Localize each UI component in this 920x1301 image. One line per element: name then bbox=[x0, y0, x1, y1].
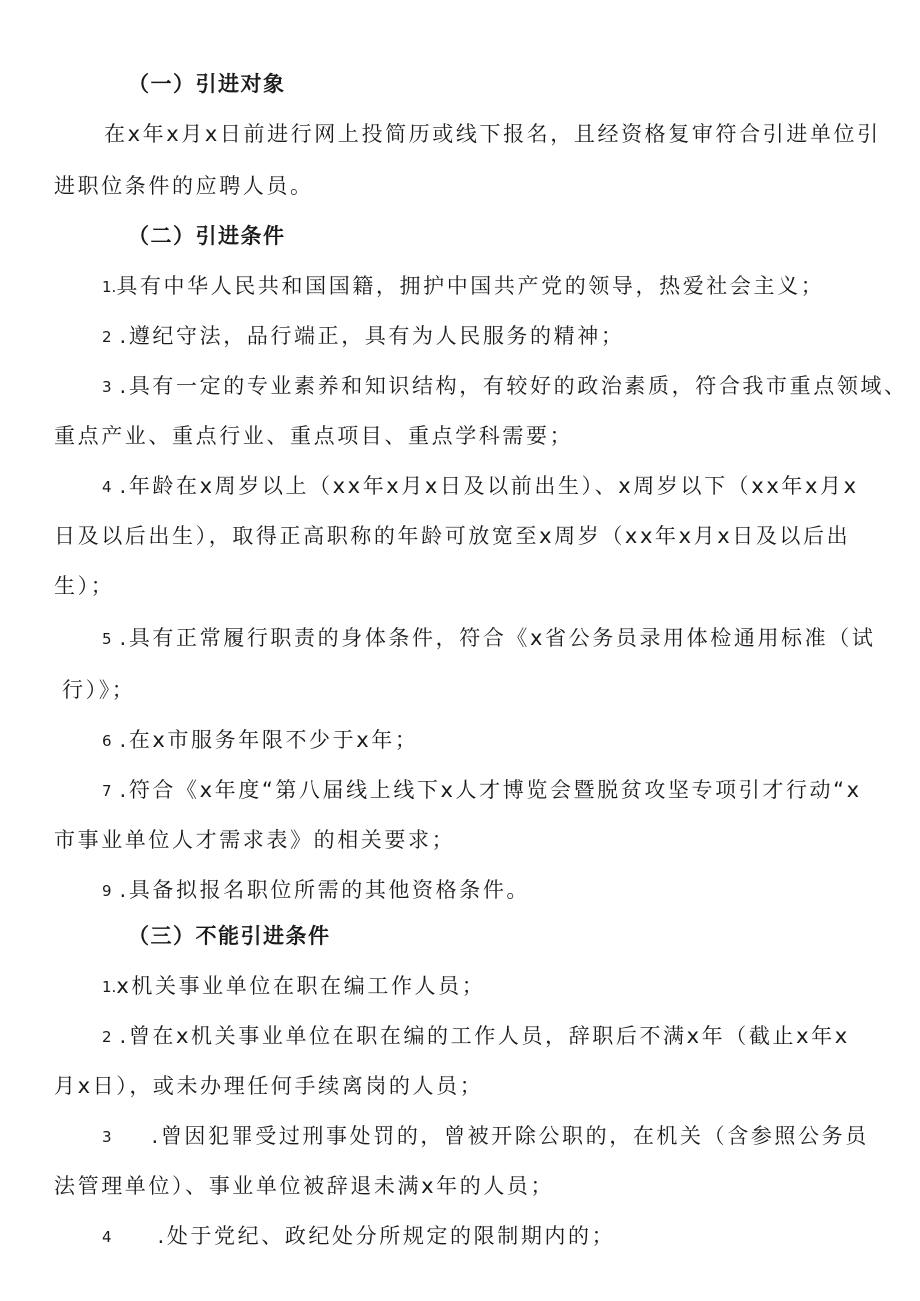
list-item bbox=[102, 726, 418, 755]
section-heading: （一）引进对象 bbox=[128, 72, 286, 96]
list-item-text: .遵纪守法，品行端正，具有为人民服务的精神； bbox=[119, 324, 625, 348]
list-item-text: .具有一定的专业素养和知识结构，有较好的政治素质，符合我市重点领域、 bbox=[119, 374, 908, 398]
list-item-number: 4 bbox=[102, 478, 112, 496]
list-item-text: .符合《x年度“第八届线上线下x人才博览会暨脱贫攻坚专项引才行动“x bbox=[119, 778, 862, 802]
list-item-text: 具有中华人民共和国国籍，拥护中国共产党的领导，热爱社会主义； bbox=[116, 274, 825, 298]
paragraph-line: 生）； bbox=[54, 574, 115, 598]
list-item-number: 9 bbox=[102, 882, 112, 900]
list-item bbox=[102, 322, 624, 351]
section-heading: （二）引进条件 bbox=[128, 224, 286, 248]
list-item-number: 6 bbox=[102, 732, 112, 750]
list-item-text: .曾因犯罪受过刑事处罚的，曾被开除公职的，在机关（含参照公务员 bbox=[151, 1124, 869, 1148]
list-item-text: .年龄在x周岁以上（xx年x月x日及以前出生）、x周岁以下（xx年x月x bbox=[119, 474, 859, 498]
list-item bbox=[102, 972, 485, 1001]
paragraph-line: 在x年x月x日前进行网上投简历或线下报名，且经资格复审符合引进单位引 bbox=[104, 122, 881, 146]
list-item-text: .在x市服务年限不少于x年； bbox=[119, 728, 419, 752]
list-item bbox=[102, 624, 875, 653]
list-item bbox=[102, 776, 862, 805]
list-item bbox=[102, 876, 530, 905]
list-item-number: 5 bbox=[102, 630, 112, 648]
paragraph-line: 重点产业、重点行业、重点项目、重点学科需要； bbox=[54, 424, 574, 448]
list-item-number: 4 bbox=[102, 1228, 112, 1246]
list-item-number: 1. bbox=[102, 978, 117, 996]
list-item-number: 3 bbox=[102, 1128, 112, 1146]
list-item-text: .具备拟报名职位所需的其他资格条件。 bbox=[119, 878, 531, 902]
list-item bbox=[102, 372, 908, 401]
list-item-number: 1. bbox=[102, 278, 117, 296]
list-item-text: x机关事业单位在职在编工作人员； bbox=[116, 974, 486, 998]
list-item-text: .具有正常履行职责的身体条件，符合《x省公务员录用体检通用标准（试 bbox=[119, 626, 876, 650]
list-item-number: 2 bbox=[102, 1028, 112, 1046]
list-item-number: 3 bbox=[102, 378, 112, 396]
list-item-number: 2 bbox=[102, 328, 112, 346]
paragraph-line: 月x日），或未办理任何手续离岗的人员； bbox=[54, 1074, 484, 1098]
paragraph-line: 市事业单位人才需求表》的相关要求； bbox=[54, 828, 456, 852]
list-item bbox=[102, 472, 859, 501]
list-item bbox=[102, 1222, 615, 1251]
list-item-number: 7 bbox=[102, 782, 112, 800]
paragraph-line: 进职位条件的应聘人员。 bbox=[54, 174, 314, 198]
paragraph-line: 法管理单位）、事业单位被辞退未满x年的人员； bbox=[54, 1174, 555, 1198]
list-item bbox=[102, 1122, 869, 1151]
list-item bbox=[102, 272, 824, 301]
list-item-text: .曾在x机关事业单位在职在编的工作人员，辞职后不满x年（截止x年x bbox=[119, 1024, 850, 1048]
list-item-text: .处于党纪、政纪处分所规定的限制期内的； bbox=[157, 1224, 616, 1248]
paragraph-line: 日及以后出生），取得正高职称的年龄可放宽至x周岁（xx年x月x日及以后出 bbox=[54, 524, 851, 548]
section-heading: （三）不能引进条件 bbox=[128, 924, 331, 948]
list-item bbox=[102, 1022, 850, 1051]
paragraph-line: 行）》； bbox=[62, 678, 136, 702]
